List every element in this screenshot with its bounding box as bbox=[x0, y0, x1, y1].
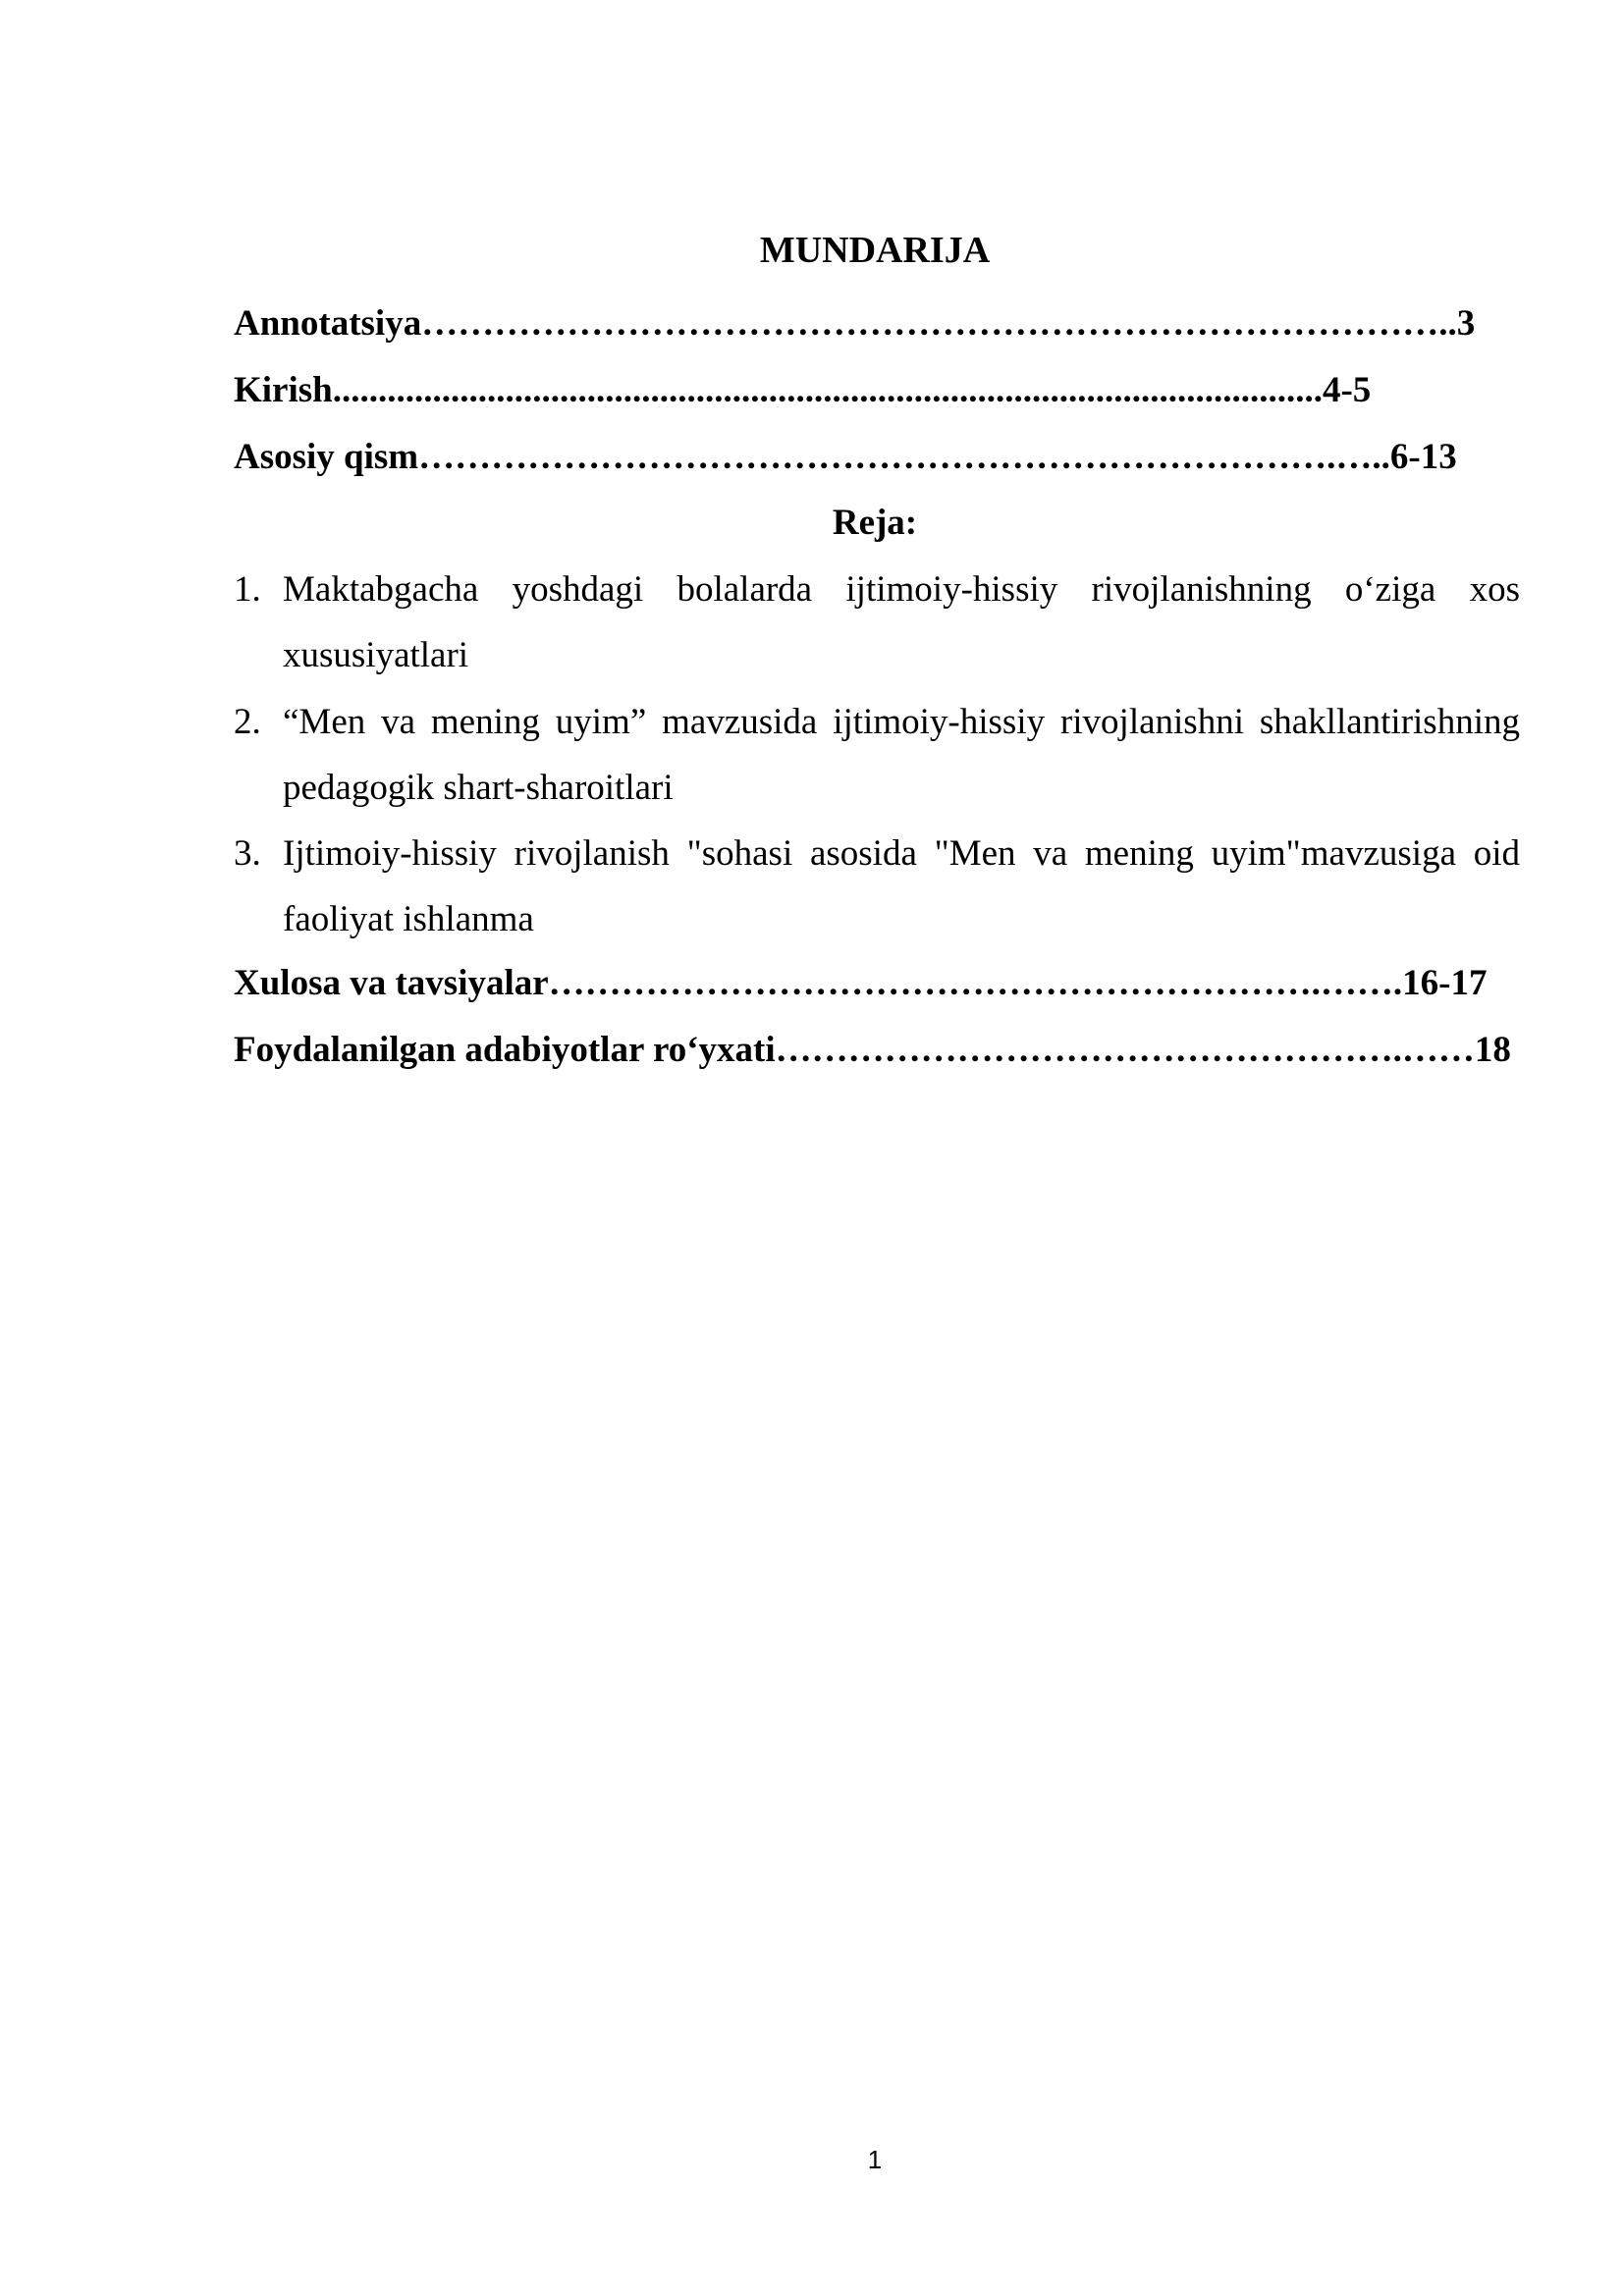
toc-entry-asosiy-qism: Asosiy qism………………………………………………………………….…..6-13 bbox=[234, 437, 1457, 477]
plan-item-text: Maktabgacha yoshdagi bolalarda ijtimoiy-hissiy rivojlanishning o‘ziga xos xususiyatlari bbox=[283, 569, 1520, 675]
plan-title: Reja: bbox=[832, 503, 918, 543]
plan-item-number: 1. bbox=[234, 569, 261, 610]
toc-entry-xulosa: Xulosa va tavsiyalar……………………………………………………….…….16-17 bbox=[234, 963, 1488, 1003]
plan-item bbox=[234, 557, 1520, 688]
toc-entry-annotatsiya: Annotatsiya…………………………………………………………………………..3 bbox=[234, 303, 1476, 344]
page-title: MUNDARIJA bbox=[759, 230, 991, 271]
page-number: 1 bbox=[867, 2145, 883, 2174]
plan-item-number: 3. bbox=[234, 833, 261, 874]
plan-item-text: “Men va mening uyim” mavzusida ijtimoiy-hissiy rivojlanishni shakllantirishning pedagogik shart-sharoitlari bbox=[283, 702, 1520, 808]
plan-item-text: Ijtimoiy-hissiy rivojlanish "sohasi asosida "Men va mening uyim"mavzusiga oid faoliyat ishlanma bbox=[283, 833, 1520, 939]
plan-item-number: 2. bbox=[234, 702, 261, 742]
plan-item bbox=[234, 689, 1520, 821]
plan-item bbox=[234, 821, 1520, 952]
toc-entry-adabiyotlar: Foydalanilgan adabiyotlar ro‘yxati…………………………………………….……18 bbox=[234, 1030, 1511, 1070]
toc-entry-kirish: Kirish.............................................................................................................4-5 bbox=[234, 370, 1372, 410]
